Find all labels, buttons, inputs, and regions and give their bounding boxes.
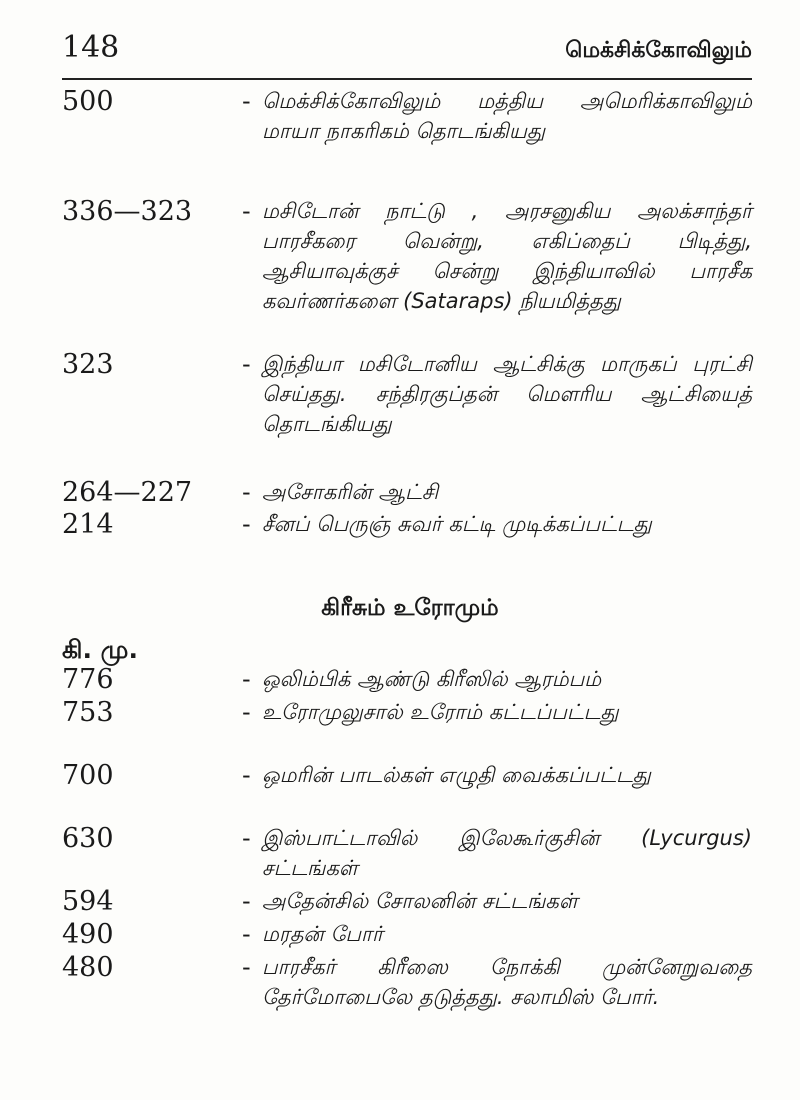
entry-year: 753 — [62, 697, 114, 728]
entry-year: 776 — [62, 664, 114, 695]
entry-description: ஒலிம்பிக் ஆண்டு கிரீஸில் ஆரம்பம் — [262, 667, 602, 691]
entry-description: ஒமரின் பாடல்கள் எழுதி வைக்கப்பட்டது — [262, 763, 651, 787]
entry-year: 264—227 — [62, 477, 193, 508]
entry-dash: - — [242, 478, 251, 506]
timeline-entry — [62, 196, 752, 349]
timeline-entry — [62, 349, 752, 477]
entry-year: 323 — [62, 349, 114, 380]
entry-description: மெக்சிக்கோவிலும் மத்திய அமெரிக்காவிலும் மாயா நாகரிகம் தொடங்கியது — [262, 89, 752, 143]
entry-description: மரதன் போர் — [262, 922, 383, 946]
timeline-entry — [62, 886, 752, 919]
entry-year: 336—323 — [62, 196, 193, 227]
timeline-entry — [62, 697, 752, 760]
entry-description: பாரசீகர் கிரீஸை நோக்கி முன்னேறுவதை தேர்மோபைலே தடுத்தது. சலாமிஸ் போர். — [262, 955, 752, 1009]
section-heading: கிரீசும் உரோமும் — [321, 595, 499, 621]
entry-dash: - — [242, 87, 251, 115]
entry-year: 214 — [62, 509, 114, 540]
era-label: கி. மு. — [62, 635, 138, 664]
entry-description: உரோமுலுசால் உரோம் கட்டப்பட்டது — [262, 700, 619, 724]
timeline-entry — [62, 919, 752, 952]
entry-dash: - — [242, 920, 251, 948]
entry-year: 630 — [62, 823, 114, 854]
timeline-group-2 — [62, 664, 752, 1048]
timeline-entry — [62, 477, 752, 509]
entry-dash: - — [242, 197, 251, 225]
entry-dash: - — [242, 953, 251, 981]
entry-dash: - — [242, 510, 251, 538]
entry-dash: - — [242, 761, 251, 789]
timeline-entry — [62, 509, 752, 571]
entry-dash: - — [242, 887, 251, 915]
entry-year: 594 — [62, 886, 114, 917]
timeline-entry — [62, 86, 752, 196]
entry-description: இஸ்பாட்டாவில் இலேகூர்குசின் (Lycurgus) சட்டங்கள் — [262, 826, 752, 880]
timeline-group-1 — [62, 86, 752, 571]
timeline-entry — [62, 760, 752, 823]
entry-dash: - — [242, 665, 251, 693]
entry-year: 490 — [62, 919, 114, 950]
entry-year: 500 — [62, 86, 114, 117]
header-rule — [62, 78, 752, 80]
timeline-entry — [62, 823, 752, 886]
entry-description: சீனப் பெருஞ் சுவர் கட்டி முடிக்கப்பட்டது — [262, 512, 652, 536]
page-header — [62, 26, 752, 74]
entry-description: இந்தியா மசிடோனிய ஆட்சிக்கு மாருகப் புரட்சி செய்தது. சந்திரகுப்தன் மௌரிய ஆட்சியைத் தொடங்கியது — [262, 352, 752, 436]
timeline-entry — [62, 952, 752, 1048]
entry-dash: - — [242, 698, 251, 726]
entry-dash: - — [242, 824, 251, 852]
timeline-entry — [62, 664, 752, 697]
entry-year: 700 — [62, 760, 114, 791]
page-number: 148 — [62, 30, 120, 65]
entry-description: மசிடோன் நாட்டு , அரசனுகிய அலக்சாந்தர் பாரசீகரை வென்று, எகிப்தைப் பிடித்து, ஆசியாவுக்குச் சென்று இந்தியாவில் பாரசீக கவர்ணர்களை (Sataraps) நியமித்தது — [262, 199, 752, 313]
entry-description: அசோகரின் ஆட்சி — [262, 480, 439, 504]
entry-year: 480 — [62, 952, 114, 983]
entry-dash: - — [242, 350, 251, 378]
running-title: மெக்சிக்கோவிலும் — [565, 38, 752, 63]
entry-description: அதேன்சில் சோலனின் சட்டங்கள் — [262, 889, 578, 913]
